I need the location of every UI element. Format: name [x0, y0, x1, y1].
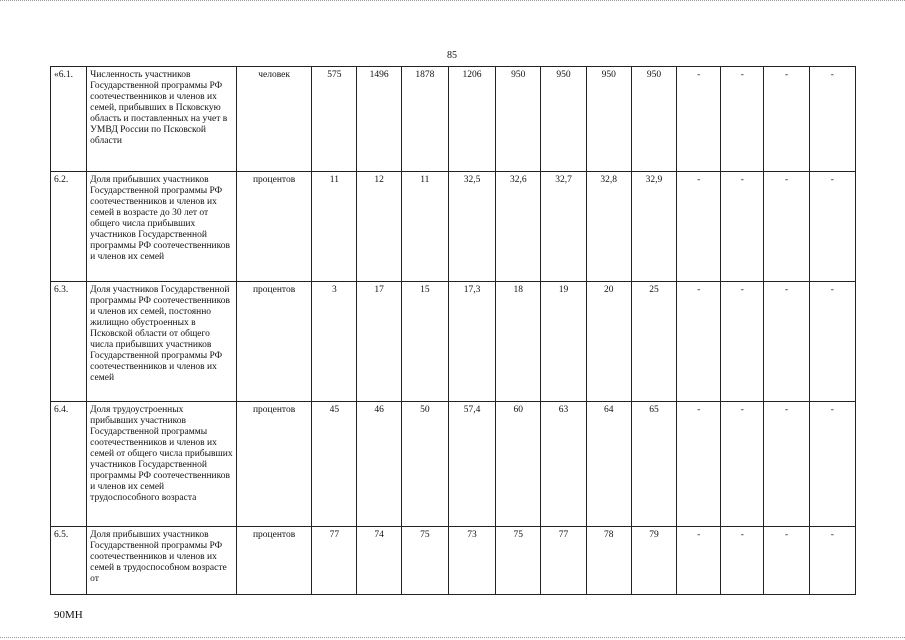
empty-value-cell: -: [721, 402, 764, 527]
empty-value-cell: -: [721, 172, 764, 282]
table-row: [51, 67, 856, 172]
value-cell: 63: [541, 402, 586, 527]
value-cell: 75: [496, 527, 541, 595]
table-row: [51, 527, 856, 595]
value-cell: 77: [541, 527, 586, 595]
empty-value-cell: -: [677, 67, 721, 172]
page-number: 85: [447, 50, 457, 61]
empty-value-cell: -: [764, 282, 809, 402]
value-cell: 575: [312, 67, 357, 172]
value-cell: 46: [357, 402, 401, 527]
empty-value-cell: -: [764, 402, 809, 527]
value-cell: 50: [401, 402, 448, 527]
value-cell: 18: [496, 282, 541, 402]
value-cell: 19: [541, 282, 586, 402]
value-cell: 32,6: [496, 172, 541, 282]
empty-value-cell: -: [809, 67, 855, 172]
value-cell: 20: [586, 282, 631, 402]
value-cell: 12: [357, 172, 401, 282]
indicator-name: Доля прибывших участников Государственной программы РФ соотечественников и членов их семей в возрасте до 30 лет от общего числа прибывших участников Государственной программы РФ соотечественников и членов их семей: [87, 172, 237, 282]
value-cell: 17,3: [448, 282, 495, 402]
row-number: 6.2.: [51, 172, 87, 282]
empty-value-cell: -: [809, 282, 855, 402]
value-cell: 950: [541, 67, 586, 172]
value-cell: 17: [357, 282, 401, 402]
indicators-table: [50, 66, 856, 595]
empty-value-cell: -: [809, 172, 855, 282]
value-cell: 79: [631, 527, 676, 595]
value-cell: 65: [631, 402, 676, 527]
unit-cell: процентов: [236, 172, 311, 282]
empty-value-cell: -: [677, 172, 721, 282]
unit-cell: процентов: [236, 527, 311, 595]
empty-value-cell: -: [764, 67, 809, 172]
scan-bottom-edge: [0, 635, 905, 638]
value-cell: 11: [312, 172, 357, 282]
value-cell: 25: [631, 282, 676, 402]
row-number: «6.1.: [51, 67, 87, 172]
unit-cell: процентов: [236, 402, 311, 527]
value-cell: 950: [496, 67, 541, 172]
table-row: [51, 402, 856, 527]
row-number: 6.4.: [51, 402, 87, 527]
empty-value-cell: -: [677, 527, 721, 595]
value-cell: 950: [631, 67, 676, 172]
value-cell: 15: [401, 282, 448, 402]
value-cell: 73: [448, 527, 495, 595]
value-cell: 77: [312, 527, 357, 595]
value-cell: 64: [586, 402, 631, 527]
row-number: 6.5.: [51, 527, 87, 595]
empty-value-cell: -: [677, 282, 721, 402]
empty-value-cell: -: [721, 67, 764, 172]
value-cell: 32,5: [448, 172, 495, 282]
indicator-name: Доля прибывших участников Государственной программы РФ соотечественников и членов их семей в трудоспособном возрасте от: [87, 527, 237, 595]
value-cell: 32,9: [631, 172, 676, 282]
scan-top-edge: [0, 0, 905, 3]
value-cell: 1496: [357, 67, 401, 172]
empty-value-cell: -: [677, 402, 721, 527]
empty-value-cell: -: [764, 527, 809, 595]
value-cell: 3: [312, 282, 357, 402]
value-cell: 32,7: [541, 172, 586, 282]
value-cell: 45: [312, 402, 357, 527]
value-cell: 1878: [401, 67, 448, 172]
value-cell: 57,4: [448, 402, 495, 527]
value-cell: 950: [586, 67, 631, 172]
empty-value-cell: -: [809, 527, 855, 595]
footer-code: 90МН: [54, 609, 83, 621]
value-cell: 75: [401, 527, 448, 595]
empty-value-cell: -: [809, 402, 855, 527]
unit-cell: человек: [236, 67, 311, 172]
value-cell: 11: [401, 172, 448, 282]
value-cell: 78: [586, 527, 631, 595]
value-cell: 60: [496, 402, 541, 527]
value-cell: 32,8: [586, 172, 631, 282]
empty-value-cell: -: [764, 172, 809, 282]
row-number: 6.3.: [51, 282, 87, 402]
table-row: [51, 282, 856, 402]
indicator-name: Доля трудоустроенных прибывших участников Государственной программы соотечественников и членов их семей от общего числа прибывших участников Государственной программы РФ соотечественников и членов их семей трудоспособного возраста: [87, 402, 237, 527]
value-cell: 74: [357, 527, 401, 595]
table-row: [51, 172, 856, 282]
empty-value-cell: -: [721, 282, 764, 402]
indicator-name: Численность участников Государственной программы РФ соотечественников и членов их семей, прибывших в Псковскую область и поставленных на учет в УМВД России по Псковской области: [87, 67, 237, 172]
indicator-name: Доля участников Государственной программы РФ соотечественников и членов их семей, постоянно жилищно обустроенных в Псковской области от общего числа прибывших участников Государственной программы РФ соотечественников и членов их семей: [87, 282, 237, 402]
empty-value-cell: -: [721, 527, 764, 595]
unit-cell: процентов: [236, 282, 311, 402]
value-cell: 1206: [448, 67, 495, 172]
